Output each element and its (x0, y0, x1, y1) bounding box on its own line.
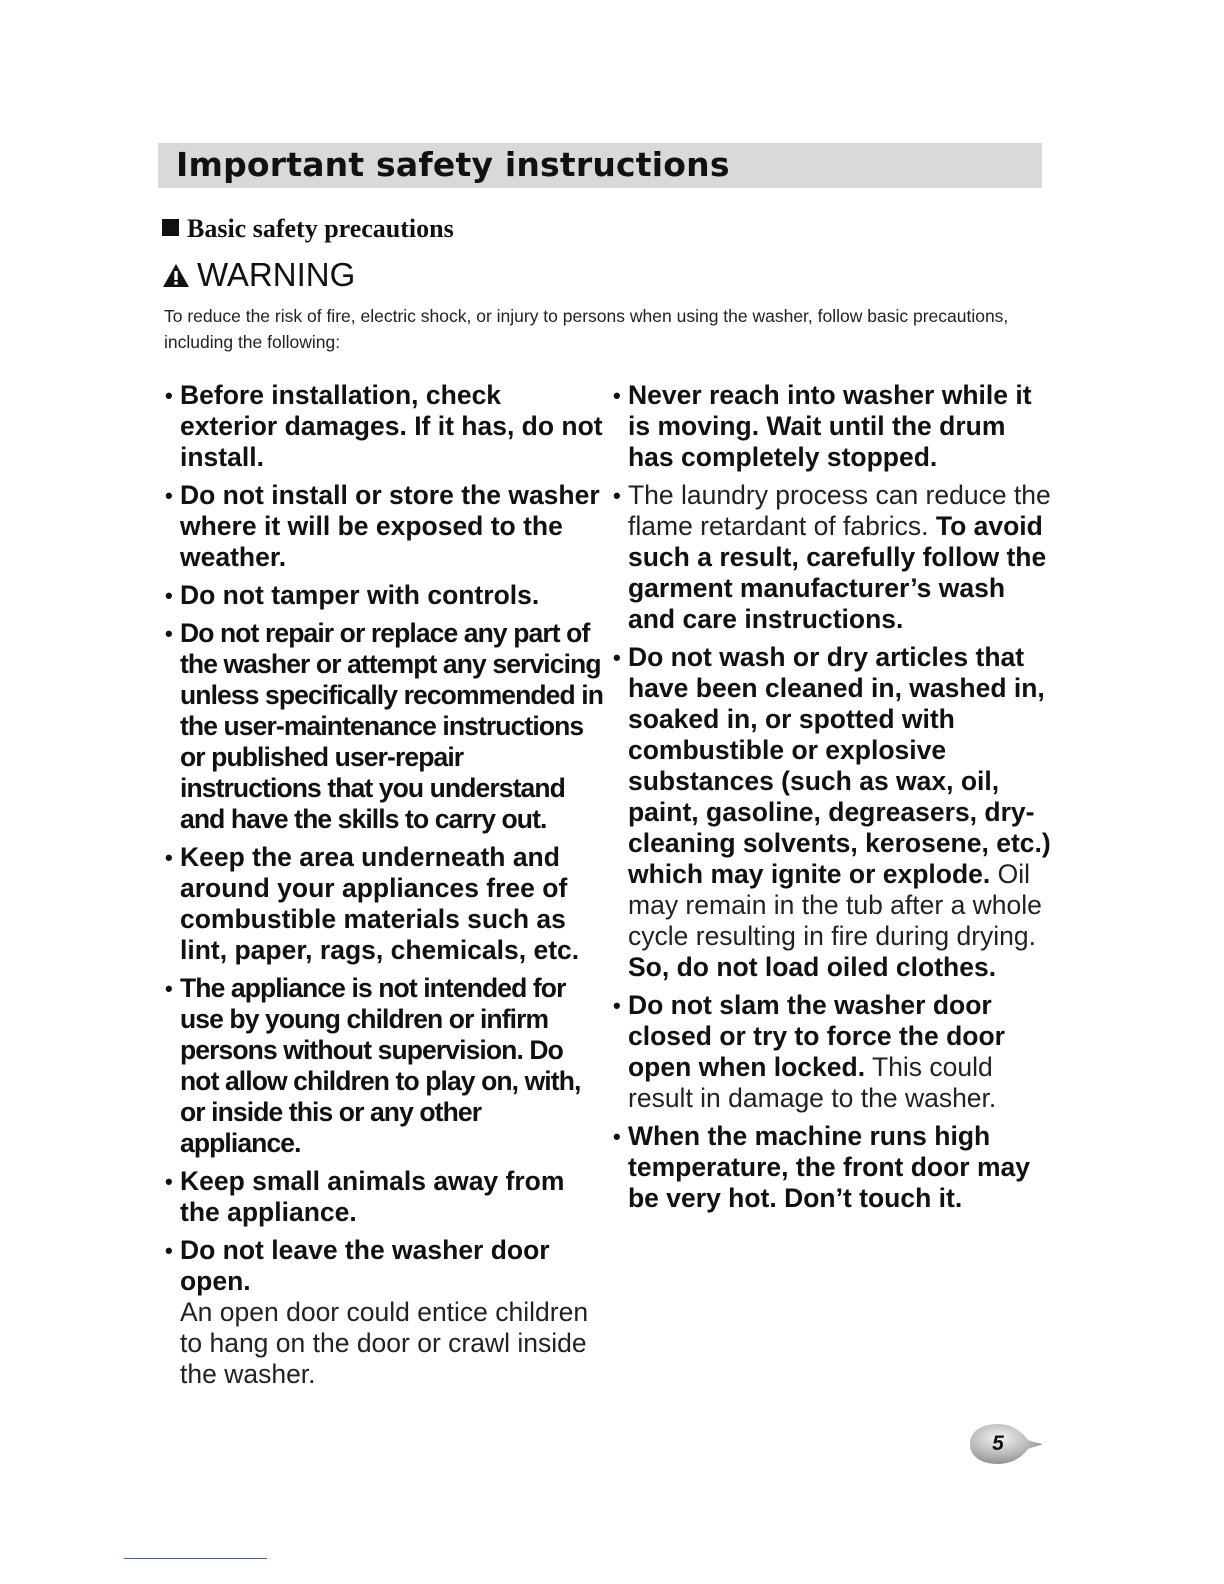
list-item (164, 580, 604, 611)
list-item (164, 1166, 604, 1228)
item-text: When the machine runs high temperature, the front door may be very hot. Don’t touch it. (628, 1121, 1030, 1213)
item-text: Do not tamper with controls. (180, 580, 540, 610)
item-text: Before installation, check exterior damages. If it has, do not install. (180, 380, 603, 472)
section-heading (162, 214, 454, 244)
item-text: Do not install or store the washer where it will be exposed to the weather. (180, 480, 600, 572)
item-note: An open door could entice children to hang on the door or crawl inside the washer. (180, 1297, 589, 1389)
item-text: Never reach into washer while it is moving. Wait until the drum has completely stopped. (628, 380, 1032, 472)
list-item (612, 480, 1052, 635)
list-item (164, 380, 604, 473)
item-text: Keep small animals away from the appliance. (180, 1166, 565, 1227)
intro-text: To reduce the risk of fire, electric shock, or injury to persons when using the washer, follow basic precautions, including the following: (164, 306, 1009, 352)
item-text: Do not wash or dry articles that have been cleaned in, washed in, soaked in, or spotted with combustible or explosive substances (such as wax, oil, paint, gasoline, degreasers, dry-cleaning solvents, kerosene, etc.) which may ignite or explode. (628, 642, 1051, 889)
list-item (164, 842, 604, 966)
section-heading-text: Basic safety precautions (187, 214, 454, 243)
page-number-badge (966, 1422, 1044, 1466)
list-item (612, 990, 1052, 1114)
item-note: Oil may remain in the tub after a whole cycle resulting in fire during drying. (628, 859, 1042, 951)
list-item (612, 380, 1052, 473)
item-text: So, do not load oiled clothes. (628, 952, 997, 982)
list-item (164, 480, 604, 573)
right-column-list (612, 380, 1052, 1221)
warning-heading (162, 256, 355, 294)
left-column-list (164, 380, 604, 1397)
item-text: Do not slam the washer door closed or try to force the door open when locked. (628, 990, 1005, 1082)
title-bar (158, 143, 1042, 188)
warning-label: WARNING (197, 256, 356, 293)
item-text: Do not repair or replace any part of the washer or attempt any servicing unless specifically recommended in the user-maintenance instructions or published user-repair instructions that you understand and have the skills to carry out. (180, 618, 604, 834)
item-text: Do not leave the washer door open. (180, 1235, 550, 1296)
item-note: The laundry process can reduce the flame retardant of fabrics. (628, 480, 1051, 541)
list-item (164, 1235, 604, 1390)
list-item (612, 642, 1052, 983)
list-item (164, 973, 604, 1159)
footer-rule (124, 1558, 267, 1559)
page-title: Important safety instructions (176, 145, 730, 184)
item-text: The appliance is not intended for use by young children or infirm persons without supervision. Do not allow children to play on, with, or inside this or any other appliance. (180, 973, 581, 1158)
item-text: Keep the area underneath and around your appliances free of combustible materials such as lint, paper, rags, chemicals, etc. (180, 842, 580, 965)
warning-triangle-icon (162, 263, 190, 288)
list-item (612, 1121, 1052, 1214)
list-item (164, 618, 604, 835)
item-note: This could result in damage to the washer. (628, 1052, 997, 1113)
item-text: To avoid such a result, carefully follow the garment manufacturer’s wash and care instructions. (628, 511, 1047, 634)
square-bullet-icon (162, 219, 179, 236)
page-number: 5 (992, 1432, 1004, 1455)
